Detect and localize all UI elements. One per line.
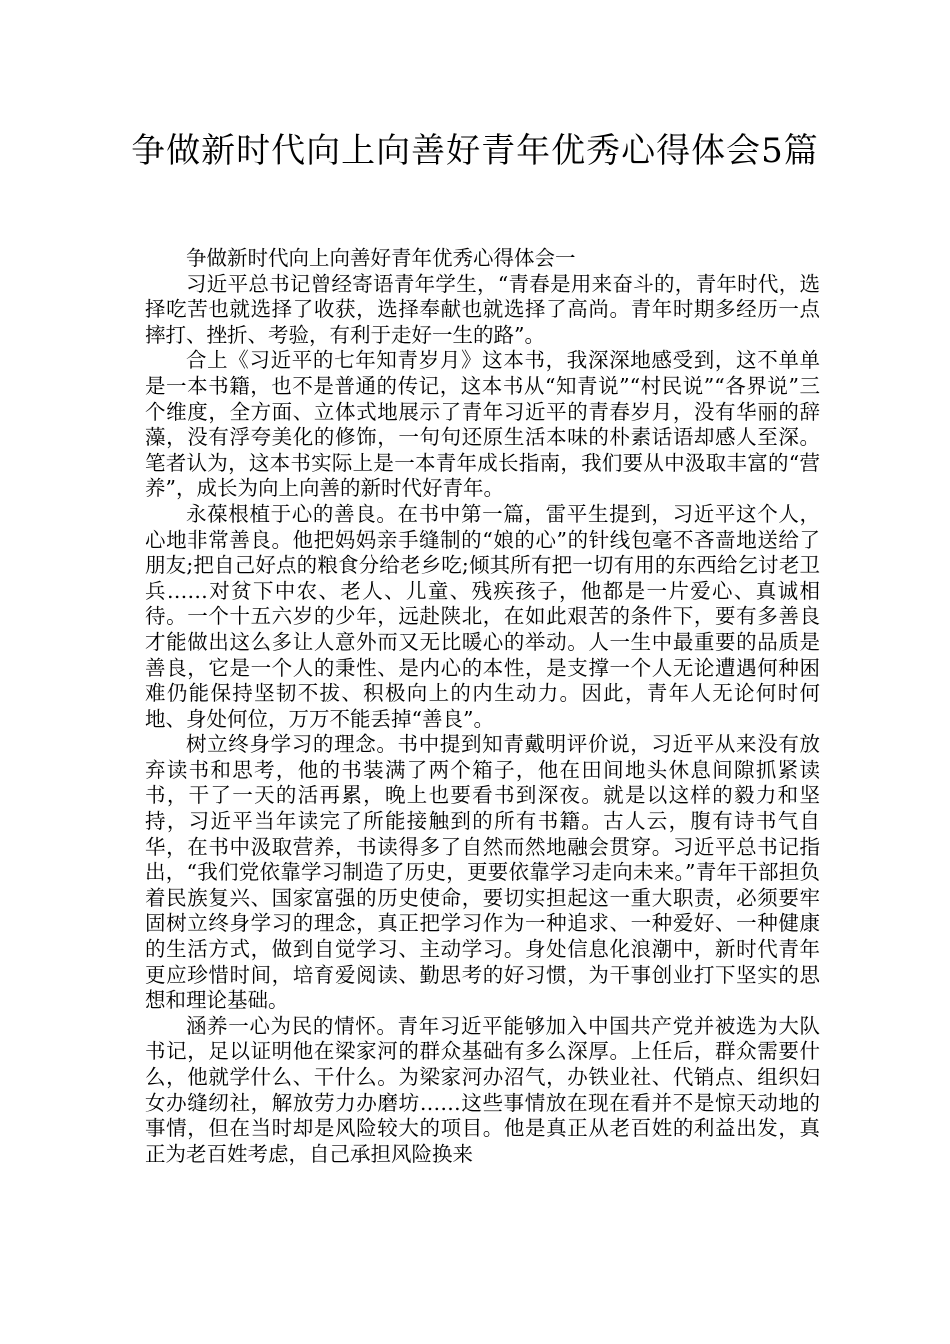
- section-heading: 争做新时代向上向善好青年优秀心得体会一: [186, 246, 576, 270]
- paragraph-quote: 习近平总书记曾经寄语青年学生，“青春是用来奋斗的，青年时代，选择吃苦也就选择了收获，选择奉献也就选择了高尚。青年时期多经历一点摔打、挫折、考验，有利于走好一生的路”。: [145, 271, 820, 347]
- document-title: 争做新时代向上向善好青年优秀心得体会5篇: [131, 131, 819, 171]
- paragraph-lifelong-learning: 树立终身学习的理念。书中提到知青戴明评价说，习近平从来没有放弃读书和思考，他的书装满了两个箱子，他在田间地头休息间隙抓紧读书，干了一天的活再累，晚上也要看书到深夜。就是以这样的毅力和坚持，习近平当年读完了所能接触到的所有书籍。古人云，腹有诗书气自华，在书中汲取营养，书读得多了自然而然地融会贯穿。习近平总书记指出，“我们党依靠学习制造了历史，更要依靠学习走向未来。”青年干部担负着民族复兴、国家富强的历史使命，要切实担起这一重大职责，必须要牢固树立终身学习的理念，真正把学习作为一种追求、一种爱好、一种健康的生活方式，做到自觉学习、主动学习。身处信息化浪潮中，新时代青年更应珍惜时间，培育爱阅读、勤思考的好习惯，为干事创业打下坚实的思想和理论基础。: [145, 732, 820, 1013]
- paragraph-kindness: 永葆根植于心的善良。在书中第一篇，雷平生提到，习近平这个人，心地非常善良。他把妈妈亲手缝制的“娘的心”的针线包毫不吝啬地送给了朋友;把自己好点的粮食分给老乡吃;倾其所有把一切有用的东西给乞讨老卫兵……对贫下中农、老人、儿童、残疾孩子，他都是一片爱心、真诚相待。一个十五六岁的少年，远赴陕北，在如此艰苦的条件下，要有多善良才能做出这么多让人意外而又无比暖心的举动。人一生中最重要的品质是善良，它是一个人的秉性、是内心的本性，是支撑一个人无论遭遇何种困难仍能保持坚韧不拔、积极向上的内生动力。因此，青年人无论何时何地、身处何位，万万不能丢掉“善良”。: [145, 501, 820, 731]
- paragraph-book-intro: 合上《习近平的七年知青岁月》这本书，我深深地感受到，这不单单是一本书籍，也不是普通的传记，这本书从“知青说”“村民说”“各界说”三个维度，全方面、立体式地展示了青年习近平的青春岁月，没有华丽的辞藻，没有浮夸美化的修饰，一句句还原生活本味的朴素话语却感人至深。笔者认为，这本书实际上是一本青年成长指南，我们要从中汲取丰富的“营养”，成长为向上向善的新时代好青年。: [145, 348, 820, 501]
- document-body: [145, 246, 820, 1167]
- paragraph-serve-people: 涵养一心为民的情怀。青年习近平能够加入中国共产党并被选为大队书记，足以证明他在梁家河的群众基础有多么深厚。上任后，群众需要什么，他就学什么、干什么。为梁家河办沼气，办铁业社、代销点、组织妇女办缝纫社，解放劳力办磨坊……这些事情放在现在看并不是惊天动地的事情，但在当时却是风险较大的项目。他是真正从老百姓的利益出发，真正为老百姓考虑，自己承担风险换来: [145, 1013, 820, 1166]
